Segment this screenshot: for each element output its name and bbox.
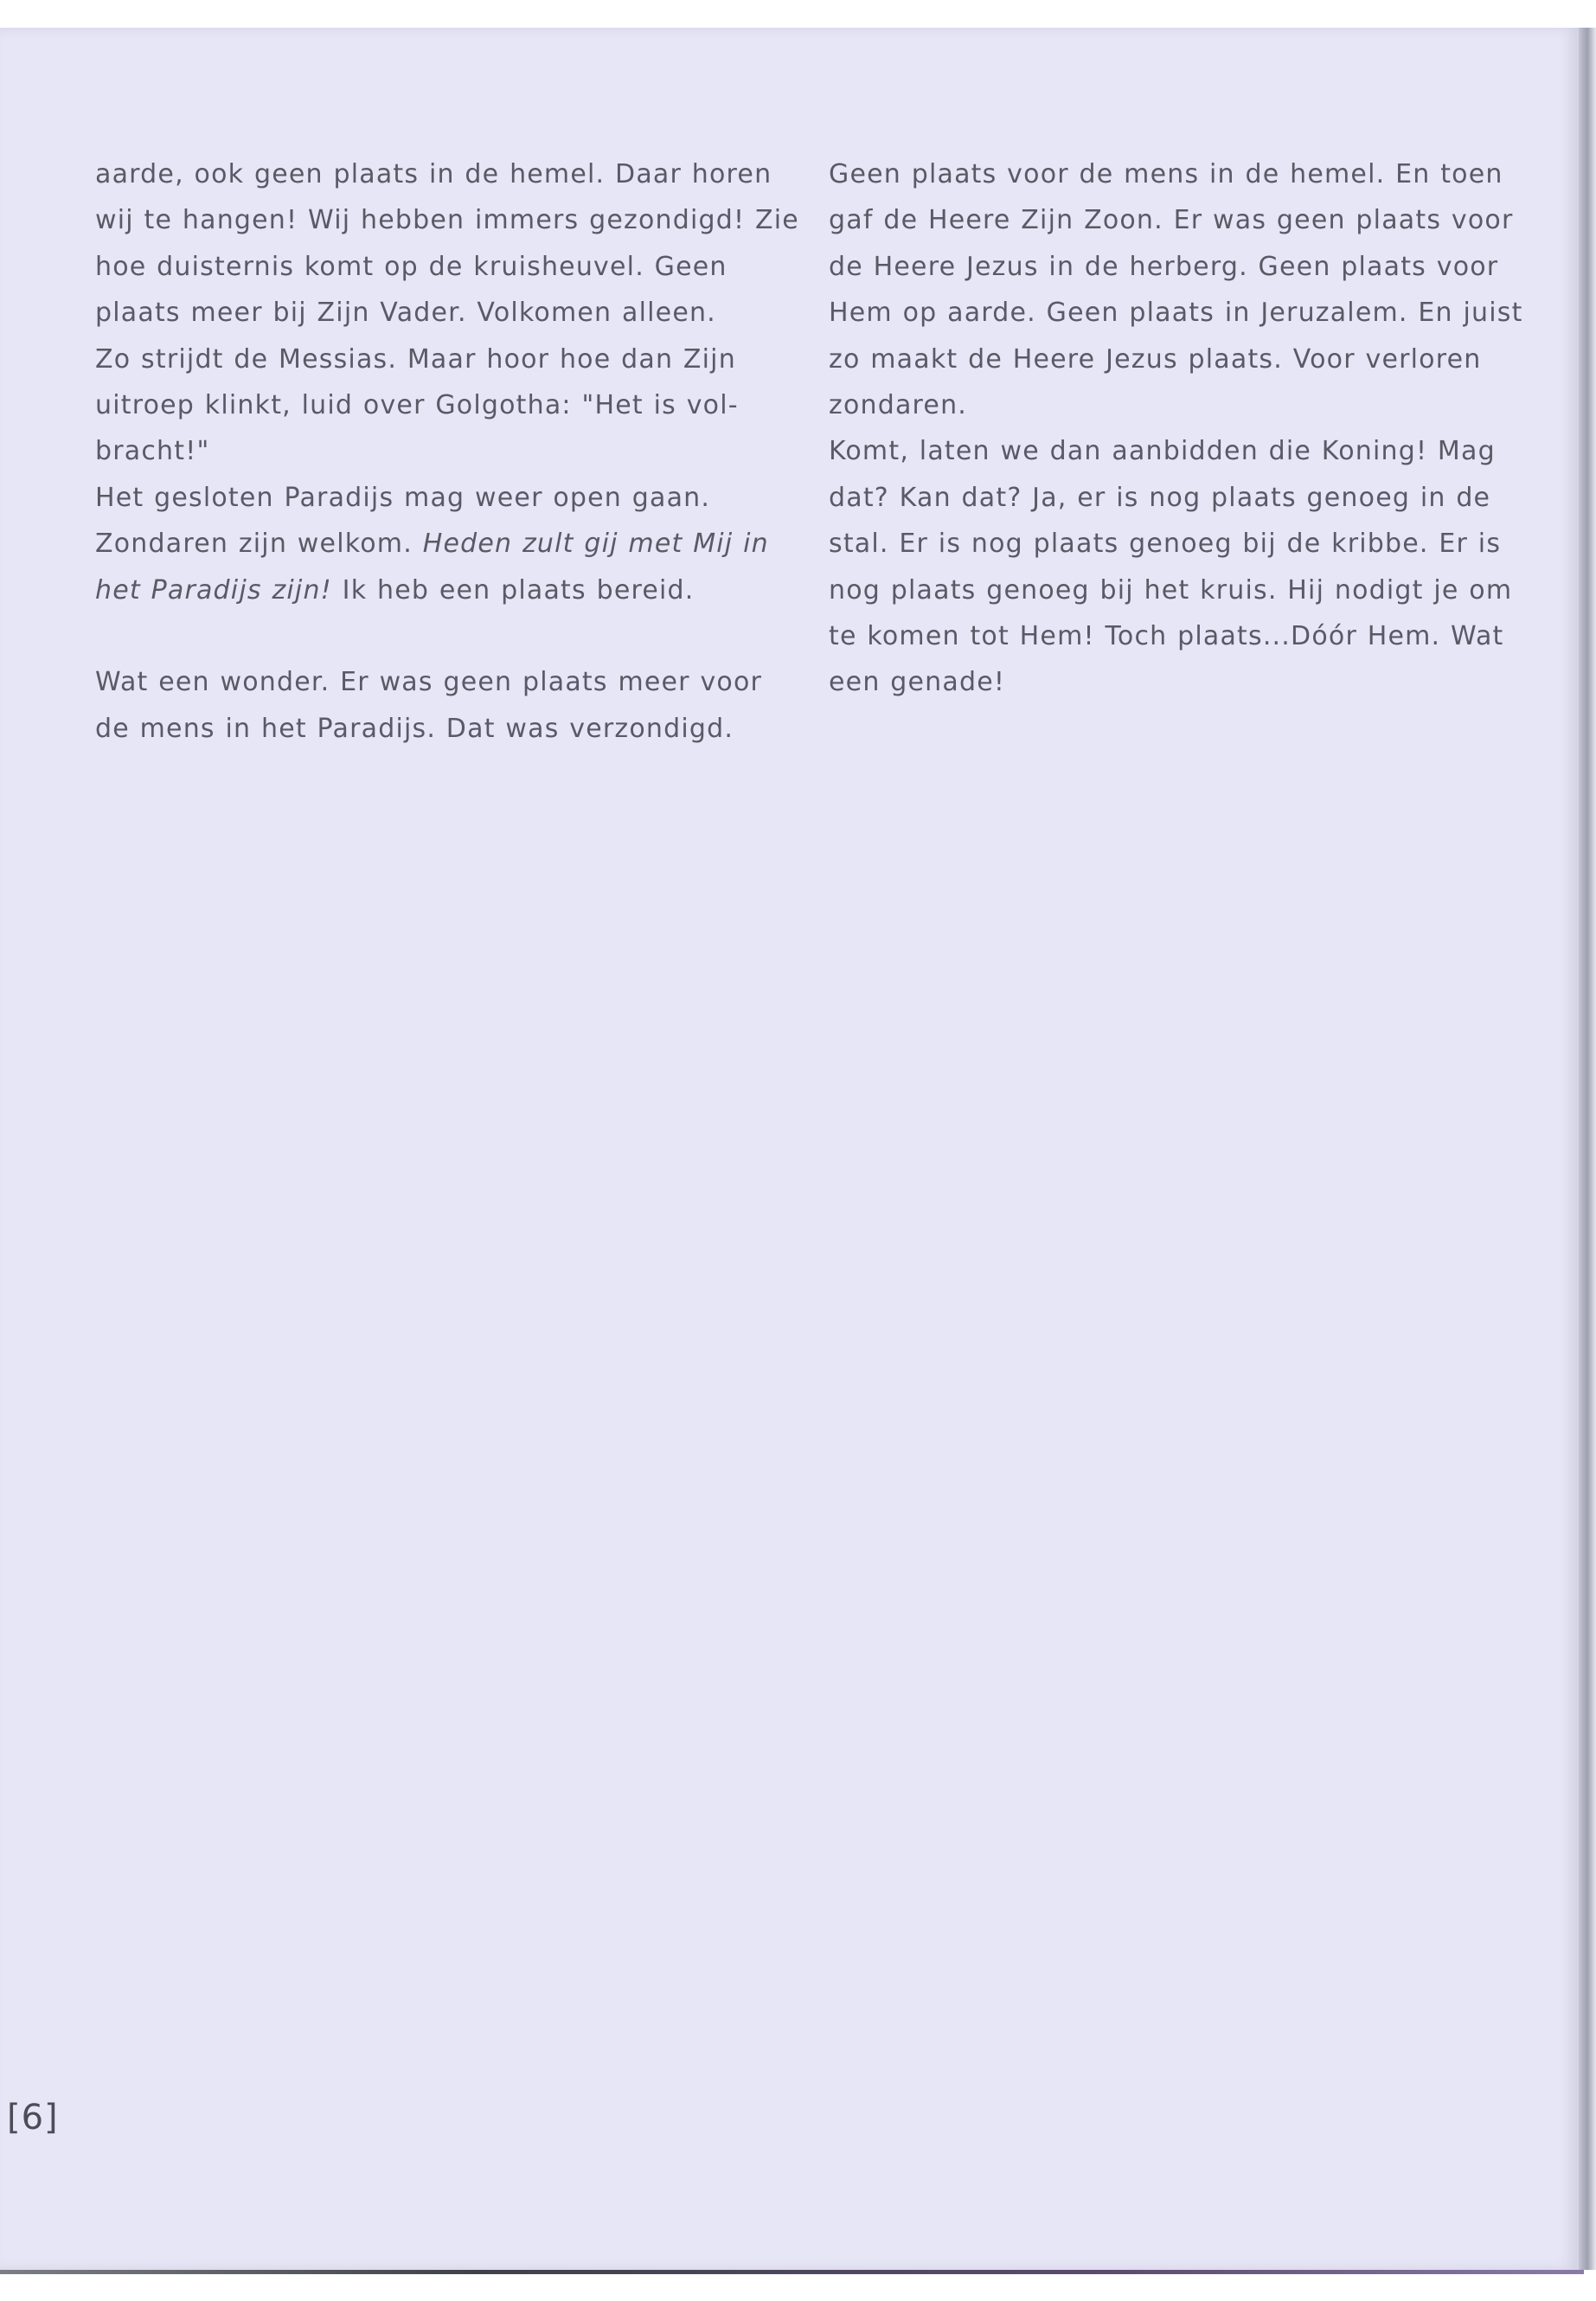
italic-quote: Heden zult gij met Mij in (422, 529, 769, 560)
text-line (95, 567, 735, 613)
text-line: te komen tot Hem! Toch plaats...Dóór Hem. Wat (829, 620, 1504, 651)
italic-quote: het Paradijs zijn! (95, 574, 332, 606)
page-edge-shadow (1579, 28, 1596, 2270)
text-line: gaf de Heere Zijn Zoon. Er was geen plaats voor (829, 205, 1514, 236)
text-line: aarde, ook geen plaats in de hemel. Daar horen (95, 159, 772, 189)
page-bottom-edge (0, 2270, 1584, 2274)
text-line: zondaren. (829, 389, 968, 420)
text-line: wij te hangen! Wij hebben immers gezondigd! Zie (95, 205, 799, 236)
text-line: zo maakt de Heere Jezus plaats. Voor verloren (829, 343, 1482, 375)
text-line: Het gesloten Paradijs mag weer open gaan. (95, 482, 711, 513)
text-line: nog plaats genoeg bij het kruis. Hij nodigt je om (829, 574, 1513, 606)
text-line: de Heere Jezus in de herberg. Geen plaats voor (829, 251, 1499, 282)
text-line: stal. Er is nog plaats genoeg bij de kribbe. Er is (829, 529, 1502, 560)
text-line: Komt, laten we dan aanbidden die Koning! Mag (829, 436, 1496, 467)
text-line: hoe duisternis komt op de kruisheuvel. Geen (95, 251, 727, 282)
text-line: plaats meer bij Zijn Vader. Volkomen alleen. (95, 298, 716, 329)
text-line: dat? Kan dat? Ja, er is nog plaats genoeg in de (829, 482, 1491, 513)
paragraph-gap (95, 613, 735, 659)
text-line: de mens in het Paradijs. Dat was verzondigd. (95, 713, 734, 744)
text-segment: Zondaren zijn welkom. (95, 529, 413, 560)
text-line: uitroep klinkt, luid over Golgotha: "Het is vol- (95, 389, 739, 420)
text-line: bracht!" (95, 436, 210, 467)
text-line: Geen plaats voor de mens in de hemel. En toen (829, 159, 1503, 189)
right-text-column (829, 151, 1523, 706)
text-segment: Ik heb een plaats bereid. (331, 574, 695, 606)
page-number: [6] (7, 2098, 59, 2138)
left-text-column (95, 151, 799, 752)
text-line: Wat een wonder. Er was geen plaats meer voor (95, 667, 763, 698)
text-line: Zo strijdt de Messias. Maar hoor hoe dan Zijn (95, 343, 736, 375)
text-line (95, 521, 769, 567)
text-line: een genade! (829, 667, 1006, 698)
text-line: Hem op aarde. Geen plaats in Jeruzalem. En juist (829, 298, 1523, 329)
